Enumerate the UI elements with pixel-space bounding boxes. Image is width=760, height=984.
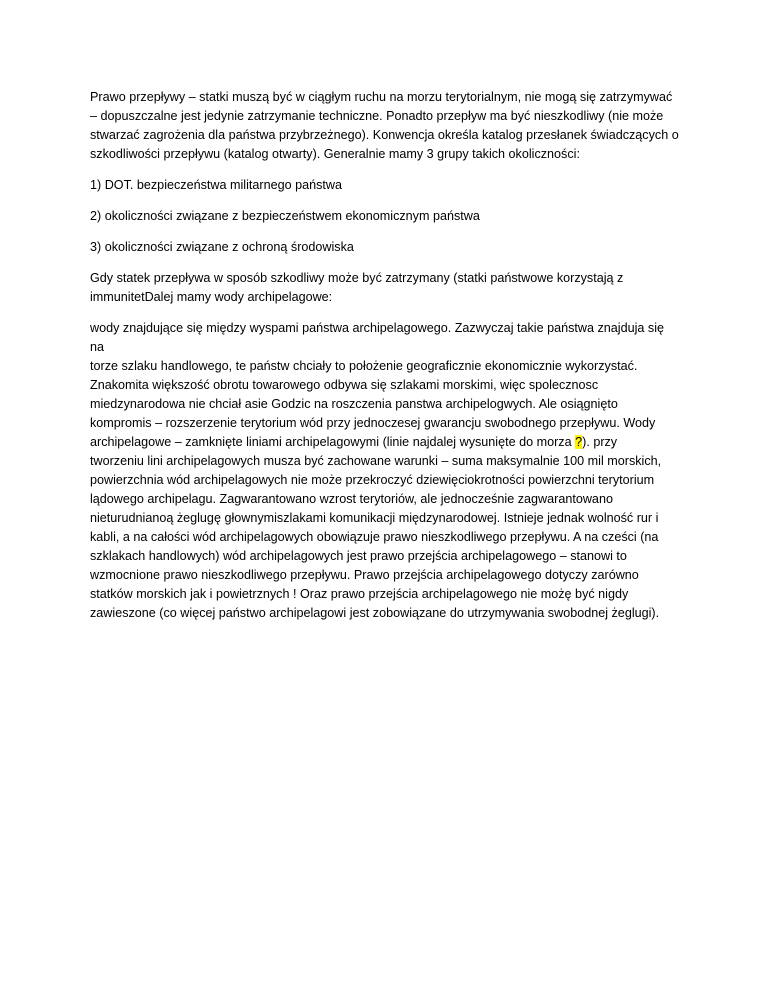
paragraph-harmful-passage: Gdy statek przepływa w sposób szkodliwy może być zatrzymany (statki państwowe korzystają z immunitetDalej mamy wody archipelagowe:	[90, 271, 624, 304]
paragraph-archipelagic-waters	[90, 319, 680, 623]
list-item-environment: 3) okoliczności związane z ochroną środowiska	[90, 240, 354, 254]
paragraph-innocent-passage: Prawo przepływy – statki muszą być w ciągłym ruchu na morzu terytorialnym, nie mogą się zatrzymywać – dopuszczalne jest jedynie zatrzymanie techniczne. Ponadto przepływ ma być nieszkodliwy (nie może stwarzać zagrożenia dla państwa przybrzeżnego). Konwencja określa katalog przesłanek świadczących o szkodliwości przepływu (katalog otwarty). Generalnie mamy 3 grupy takich okoliczności:	[90, 90, 679, 161]
list-item-military-security: 1) DOT. bezpieczeństwa militarnego państwa	[90, 178, 342, 192]
highlighted-question-mark: ?	[575, 435, 583, 449]
list-item-economic-security: 2) okoliczności związane z bezpieczeństwem ekonomicznym państwa	[90, 209, 480, 223]
archipelagic-text-part-2: ). przy tworzeniu lini archipelagowych musza być zachowane warunki – suma maksymalnie 100 mil morskich, powierzchnia wód archipelagowych nie może przekroczyć dziewięciokrotności powierzchni terytorium lądowego archipelagu. Zagwarantowano wzrost terytoriów, ale jednocześnie zagwarantowano nieturudnianoą żeglugę głownymiszlakami komunikacji międzynarodowej. Istnieje jednak wolność rur i kabli, a na całości wód archipelagowych obowiązuje prawo nieszkodliwego przepływu. A na cześci (na szklakach handlowych) wód archipelagowych jest prawo przejścia archipelagowego – stanowi to wzmocnione prawo nieszkodliwego przepływu. Prawo przejścia archipelagowego dotyczy zarówno statków morskich jak i powietrznych ! Oraz prawo przejścia archipelagowego nie możę być nigdy zawieszone (co więcej państwo archipelagowi jest zobowiązane do utrzymywania swobodnej żeglugi).	[90, 435, 662, 620]
document-body	[90, 88, 680, 623]
archipelagic-text-part-1: wody znajdujące się między wyspami państwa archipelagowego. Zazwyczaj takie państwa znajduja się na torze szlaku handlowego, te państw chciały to położenie geograficznie ekonomicznie wykorzystać. Znakomita większość obrotu towarowego odbywa się szlakami morskimi, więc spolecznosc miedzynarodowa nie chciał asie Godzic na roszczenia panstwa archipelogwych. Ale osiągnięto kompromis – rozszerzenie terytorium wód przy jednoczesej gwarancju swobodnego przepływu. Wody archipelagowe – zamknięte liniami archipelagowymi (linie najdalej wysunięte do morza	[90, 321, 665, 449]
